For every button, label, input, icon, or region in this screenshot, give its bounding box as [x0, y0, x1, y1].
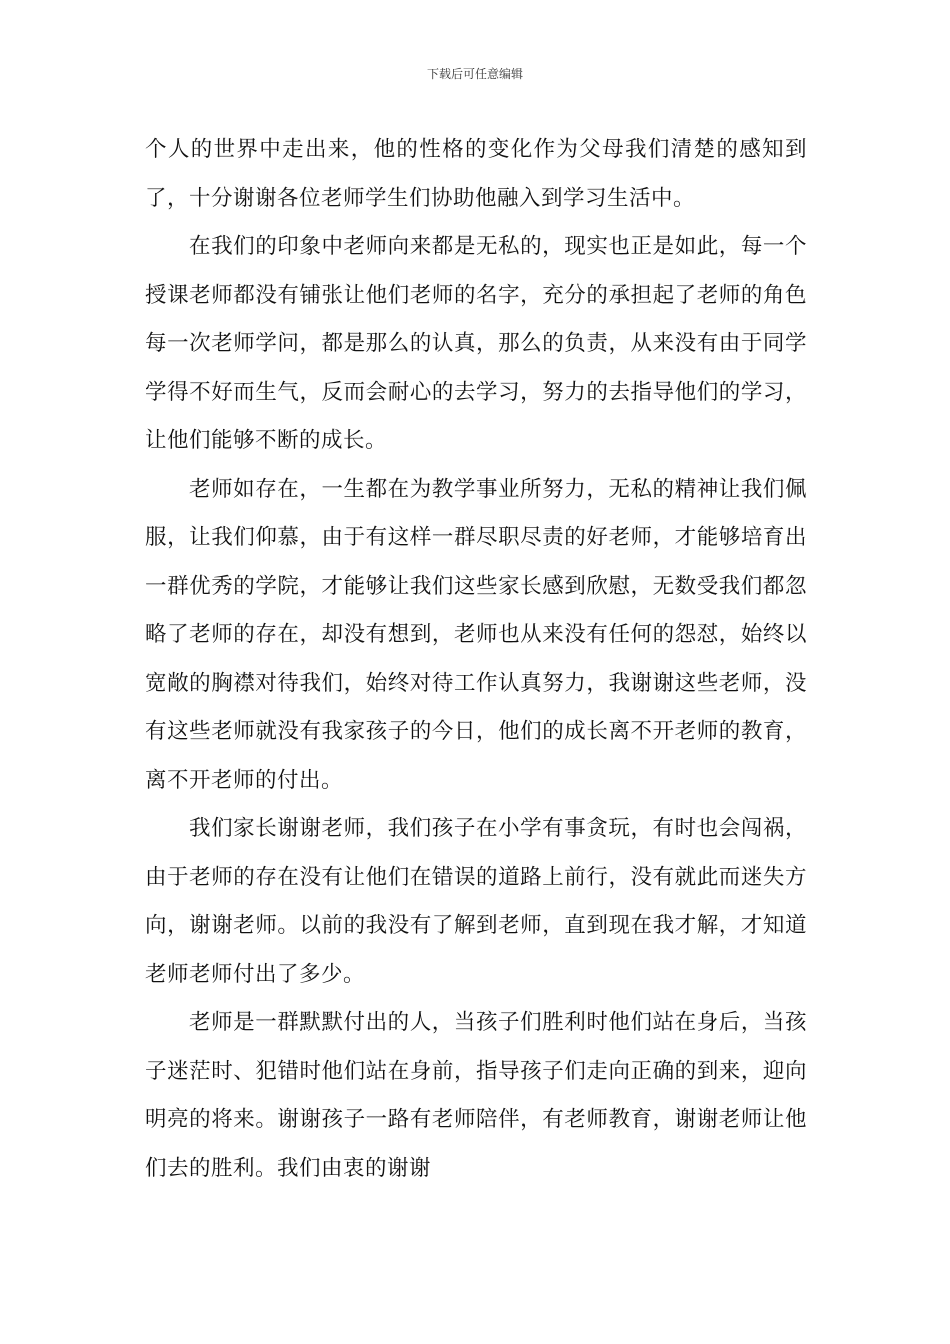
paragraph-4: 我们家长谢谢老师，我们孩子在小学有事贪玩，有时也会闯祸，由于老师的存在没有让他们在错误的道路上前行，没有就此而迷失方向，谢谢老师。以前的我没有了解到老师，直到现在我才解，才知道老师老师付出了多少。 — [145, 816, 807, 987]
paragraph-5: 老师是一群默默付出的人，当孩子们胜利时他们站在身后，当孩子迷茫时、犯错时他们站在身前，指导孩子们走向正确的到来，迎向明亮的将来。谢谢孩子一路有老师陪伴，有老师教育，谢谢老师让他们去的胜利。我们由衷的谢谢 — [145, 1010, 807, 1181]
page-header: 下载后可任意编辑 — [426, 67, 523, 81]
paragraph-3: 老师如存在，一生都在为教学事业所努力，无私的精神让我们佩服，让我们仰慕，由于有这样一群尽职尽责的好老师，才能够培育出一群优秀的学院，才能够让我们这些家长感到欣慰，无数受我们都忽略了老师的存在，却没有想到，老师也从来没有任何的怨怼，始终以宽敞的胸襟对待我们，始终对待工作认真努力，我谢谢这些老师，没有这些老师就没有我家孩子的今日，他们的成长离不开老师的教育，离不开老师的付出。 — [145, 476, 807, 793]
document-body — [145, 126, 807, 1193]
paragraph-2: 在我们的印象中老师向来都是无私的，现实也正是如此，每一个授课老师都没有铺张让他们老师的名字，充分的承担起了老师的角色每一次老师学问，都是那么的认真，那么的负责，从来没有由于同学学得不好而生气，反而会耐心的去学习，努力的去指导他们的学习，让他们能够不断的成长。 — [145, 234, 807, 453]
paragraph-1: 个人的世界中走出来，他的性格的变化作为父母我们清楚的感知到了，十分谢谢各位老师学生们协助他融入到学习生活中。 — [145, 137, 807, 211]
